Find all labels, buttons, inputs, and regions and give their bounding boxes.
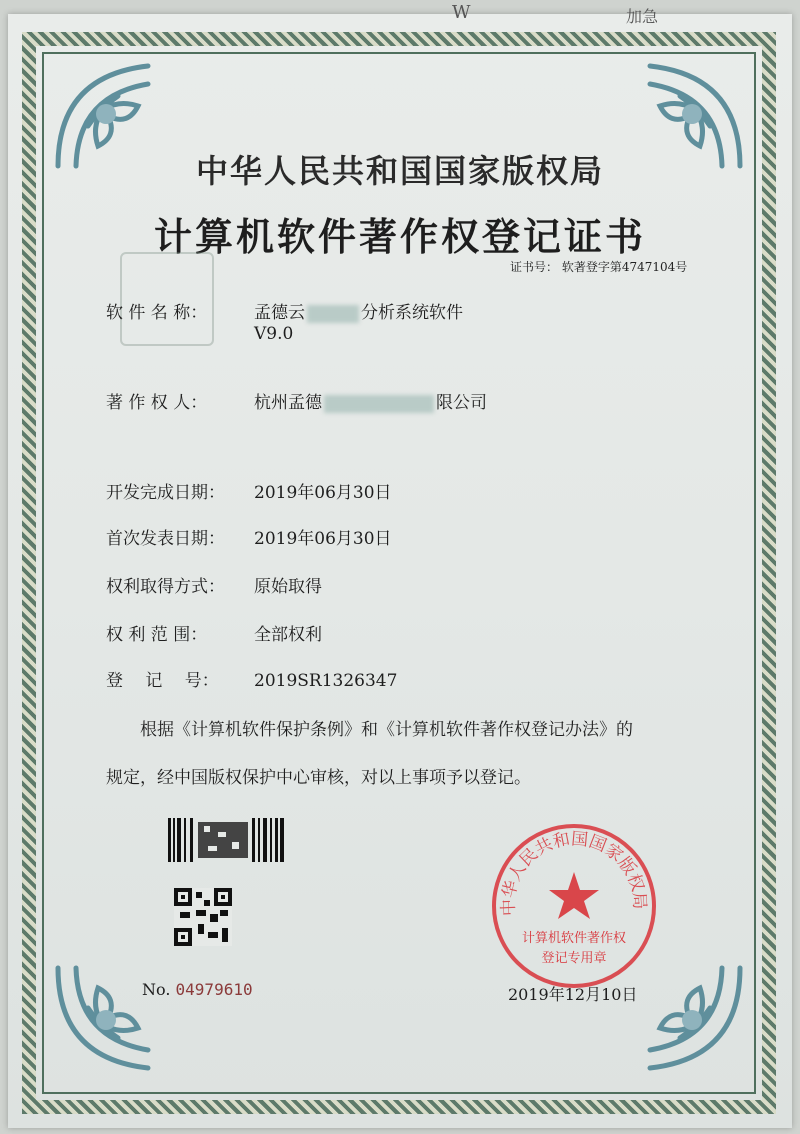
field-acquire-method xyxy=(106,572,322,597)
field-label: 权利取得方式： xyxy=(106,577,225,597)
field-label: 著 作 权 人： xyxy=(106,393,208,413)
field-label: 权 利 范 围： xyxy=(106,625,208,645)
serial-number xyxy=(142,980,253,999)
field-software-name xyxy=(106,298,463,323)
field-value: 2019年06月30日 xyxy=(254,529,392,549)
statement-line-2: 规定，经中国版权保护中心审核，对以上事项予以登记。 xyxy=(106,768,531,788)
field-registration-number xyxy=(106,666,397,691)
seal-line-2: 登记专用章 xyxy=(541,951,607,966)
field-label: 首次发表日期： xyxy=(106,529,225,549)
certificate-number-label: 证书号： xyxy=(510,260,559,274)
field-value: 2019年06月30日 xyxy=(254,483,392,503)
field-label: 开发完成日期： xyxy=(106,483,225,503)
statement xyxy=(106,706,736,802)
field-value: 原始取得 xyxy=(254,577,322,597)
certificate-number-value: 软著登字第4747104号 xyxy=(561,260,688,274)
field-label: 登 记 号： xyxy=(106,671,219,691)
field-value: 全部权利 xyxy=(254,625,322,645)
qr-code xyxy=(174,888,232,946)
handwritten-mark: W xyxy=(452,2,471,23)
barcode xyxy=(168,818,284,862)
redaction xyxy=(324,395,434,413)
field-software-version: V9.0 xyxy=(254,324,294,344)
certificate-number xyxy=(510,258,687,275)
field-value: 孟德云 分析系统软件 xyxy=(254,303,463,323)
field-rights-scope xyxy=(106,620,322,645)
seal-ring-text: 中华人民共和国国家版权局 xyxy=(498,829,650,917)
serial-number-label: No. xyxy=(142,980,171,999)
field-owner xyxy=(106,388,487,413)
handwritten-note: 加急 xyxy=(626,7,659,26)
field-dev-date xyxy=(106,478,392,503)
statement-line-1: 根据《计算机软件保护条例》和《计算机软件著作权登记办法》的 xyxy=(140,720,633,740)
redaction xyxy=(307,305,359,323)
issuing-authority: 中华人民共和国国家版权局 xyxy=(195,152,604,190)
corner-ornament-bottom-left xyxy=(48,958,171,1078)
seal-line-1: 计算机软件著作权 xyxy=(521,931,627,946)
certificate-title: 计算机软件著作权登记证书 xyxy=(153,215,646,259)
field-label: 软 件 名 称： xyxy=(106,303,208,323)
issue-date: 2019年12月10日 xyxy=(508,985,638,1004)
official-seal xyxy=(488,820,660,992)
field-value: 杭州孟德 限公司 xyxy=(254,393,487,413)
field-pub-date xyxy=(106,524,392,549)
serial-number-value: 04979610 xyxy=(175,980,253,999)
field-value: 2019SR1326347 xyxy=(254,671,398,691)
